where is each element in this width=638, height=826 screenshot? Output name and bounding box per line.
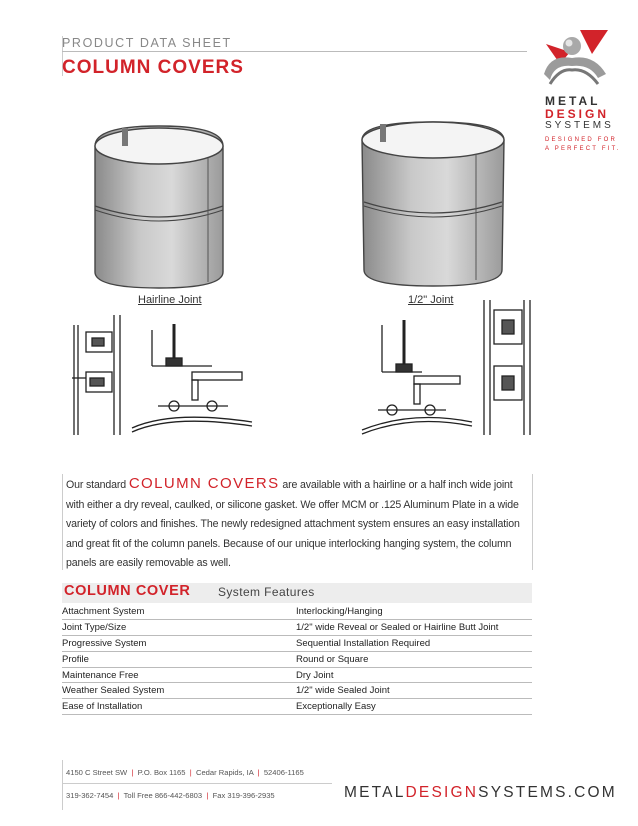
feature-name: Maintenance Free [62, 667, 296, 683]
feature-name: Weather Sealed System [62, 683, 296, 699]
logo-text-systems: SYSTEMS [545, 120, 614, 131]
table-row [62, 699, 532, 715]
address-zip: 52406-1165 [263, 768, 304, 777]
table-row [62, 604, 532, 619]
phone-fax: Fax 319-396-2935 [212, 791, 275, 800]
table-row [62, 619, 532, 635]
round-column-cover-icon [95, 126, 223, 288]
site-part-systems: SYSTEMS.COM [478, 784, 617, 801]
site-part-metal: METAL [344, 784, 406, 801]
table-row [62, 667, 532, 683]
feature-value: Interlocking/Hanging [296, 604, 532, 619]
footer-left-rule [62, 760, 63, 810]
logo-tagline-1: DESIGNED FOR [545, 137, 618, 143]
feature-value: 1/2" wide Reveal or Sealed or Hairline Butt Joint [296, 619, 532, 635]
website-link[interactable] [344, 784, 617, 802]
intro-paragraph [66, 474, 528, 574]
feature-value: 1/2" wide Sealed Joint [296, 683, 532, 699]
intro-text-after: are available with a hairline or a half inch wide joint with either a dry reveal, caulked, or silicone gasket. We offer MCM or .125 Aluminum Plate in a wide variety of colors and finishes. The newly redesigned attachment system ensures an easy installation and great fit of the column panels. Because of our unique interlocking hanging system, the column panels are easily removable as well. [66, 479, 520, 570]
footer-phones: 319-362-7454 | Toll Free 866-442-6803 | Fax 319-396-2935 [66, 791, 275, 800]
intro-text-before: Our standard [66, 479, 129, 491]
feature-value: Round or Square [296, 651, 532, 667]
intro-right-rule [532, 474, 533, 570]
half-inch-joint-detail-icon [362, 300, 530, 435]
feature-name: Ease of Installation [62, 699, 296, 715]
feature-value: Exceptionally Easy [296, 699, 532, 715]
feature-name: Joint Type/Size [62, 619, 296, 635]
features-title: COLUMN COVER [64, 583, 191, 599]
document-type-label: PRODUCT DATA SHEET [62, 36, 232, 50]
feature-value: Sequential Installation Required [296, 635, 532, 651]
company-logo-icon [540, 24, 610, 92]
table-row [62, 651, 532, 667]
phone-main: 319-362-7454 [66, 791, 114, 800]
logo-text-design: DESIGN [545, 107, 610, 121]
intro-left-rule [62, 474, 63, 570]
square-column-cover-icon [362, 122, 504, 286]
address-city: Cedar Rapids, IA [195, 768, 254, 777]
feature-value: Dry Joint [296, 667, 532, 683]
address-street: 4150 C Street SW [66, 768, 128, 777]
features-table [62, 604, 532, 715]
feature-name: Profile [62, 651, 296, 667]
page-title: COLUMN COVERS [62, 57, 244, 78]
site-part-design: DESIGN [405, 784, 479, 801]
hairline-joint-detail-icon [72, 315, 252, 435]
caption-half-inch-joint: 1/2" Joint [408, 294, 454, 306]
logo-tagline-2: A PERFECT FIT. [545, 146, 621, 152]
logo-text-metal: METAL [545, 94, 601, 108]
phone-toll-free: Toll Free 866-442-6803 [123, 791, 203, 800]
footer-address: 4150 C Street SW | P.O. Box 1165 | Cedar Rapids, IA | 52406-1165 [66, 768, 304, 777]
address-po-box: P.O. Box 1165 [137, 768, 186, 777]
header-rule [62, 51, 527, 52]
caption-hairline-joint: Hairline Joint [138, 294, 202, 306]
feature-name: Attachment System [62, 604, 296, 619]
features-subtitle: System Features [218, 585, 315, 599]
table-row [62, 683, 532, 699]
footer-rule [62, 783, 332, 784]
feature-name: Progressive System [62, 635, 296, 651]
table-row [62, 635, 532, 651]
column-cover-illustration [62, 110, 537, 440]
intro-highlight: COLUMN COVERS [128, 475, 280, 492]
